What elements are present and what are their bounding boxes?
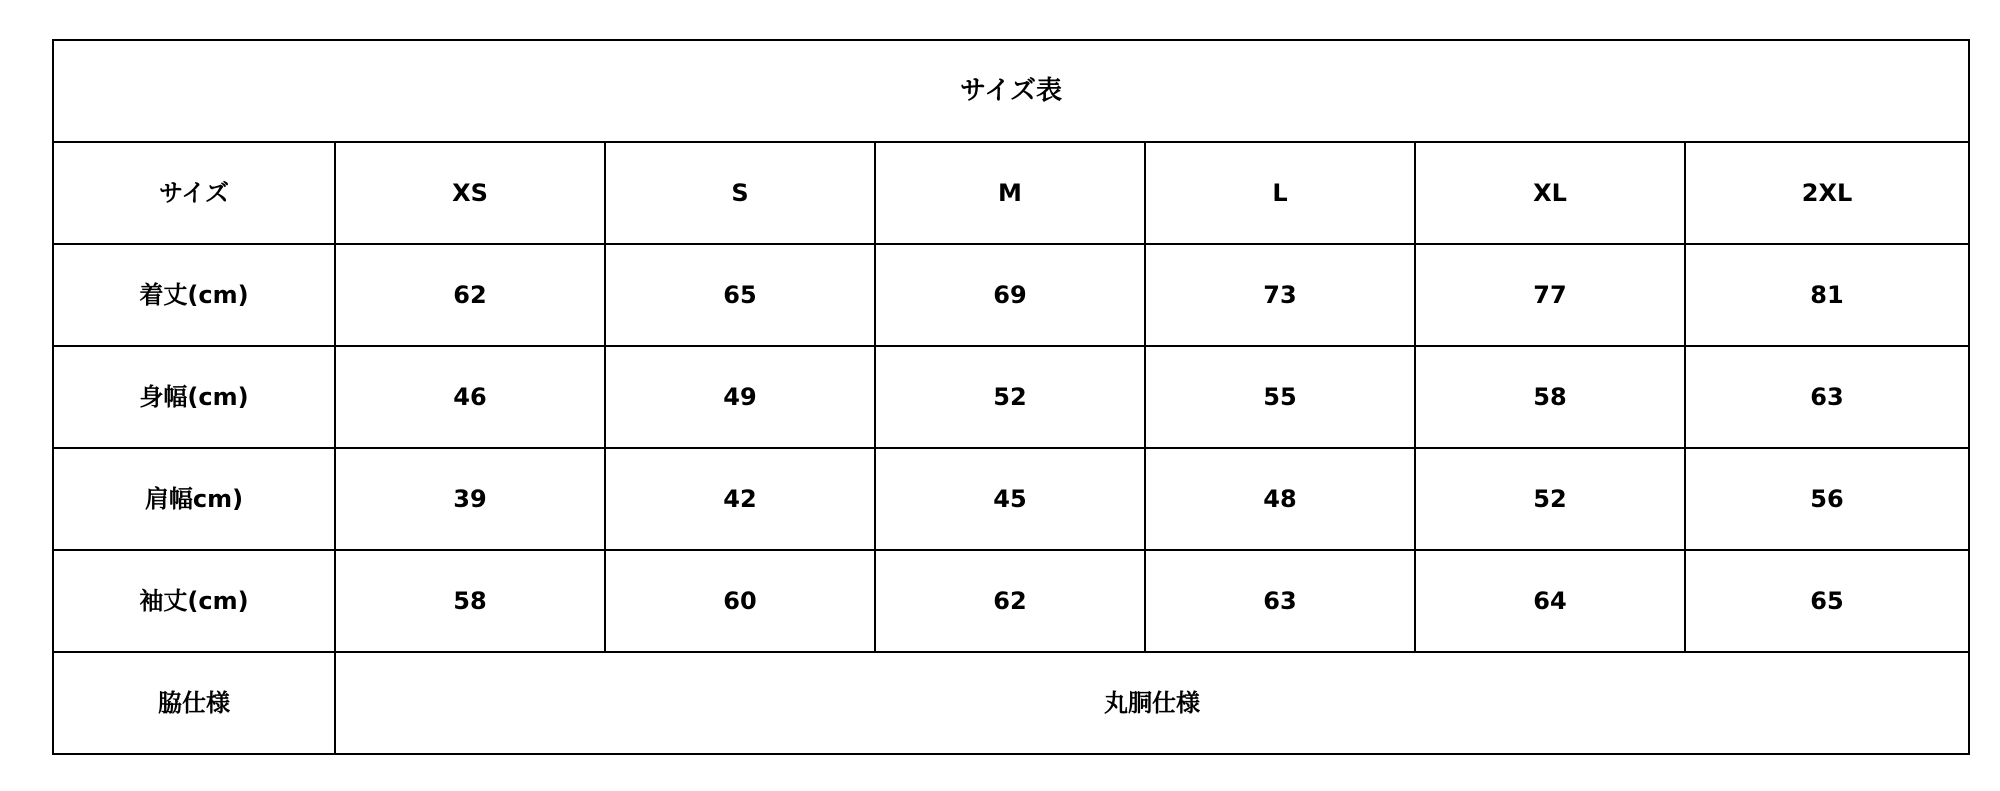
value-cell: 42 [605, 448, 875, 550]
footer-row [53, 652, 1969, 754]
value-cell: 45 [875, 448, 1145, 550]
value-cell: 56 [1685, 448, 1969, 550]
value-cell: 69 [875, 244, 1145, 346]
value-cell: 64 [1415, 550, 1685, 652]
size-header-cell: S [605, 142, 875, 244]
value-cell: 58 [335, 550, 605, 652]
value-cell: 62 [875, 550, 1145, 652]
value-cell: 65 [1685, 550, 1969, 652]
title-row [53, 40, 1969, 142]
table-row [53, 244, 1969, 346]
value-cell: 73 [1145, 244, 1415, 346]
row-label-cell: 肩幅cm) [53, 448, 335, 550]
value-cell: 63 [1685, 346, 1969, 448]
value-cell: 52 [875, 346, 1145, 448]
table-row [53, 346, 1969, 448]
value-cell: 49 [605, 346, 875, 448]
value-cell: 39 [335, 448, 605, 550]
table-row [53, 448, 1969, 550]
value-cell: 58 [1415, 346, 1685, 448]
value-cell: 65 [605, 244, 875, 346]
table-row [53, 550, 1969, 652]
value-cell: 52 [1415, 448, 1685, 550]
header-label-cell: サイズ [53, 142, 335, 244]
value-cell: 63 [1145, 550, 1415, 652]
row-label-cell: 袖丈(cm) [53, 550, 335, 652]
size-header-cell: 2XL [1685, 142, 1969, 244]
table-title: サイズ表 [53, 40, 1969, 142]
value-cell: 77 [1415, 244, 1685, 346]
footer-label-cell: 脇仕様 [53, 652, 335, 754]
size-header-cell: M [875, 142, 1145, 244]
size-header-cell: L [1145, 142, 1415, 244]
size-chart-table [52, 39, 1970, 755]
value-cell: 55 [1145, 346, 1415, 448]
footer-value-cell: 丸胴仕様 [335, 652, 1969, 754]
row-label-cell: 身幅(cm) [53, 346, 335, 448]
value-cell: 81 [1685, 244, 1969, 346]
value-cell: 62 [335, 244, 605, 346]
size-header-cell: XS [335, 142, 605, 244]
value-cell: 48 [1145, 448, 1415, 550]
row-label-cell: 着丈(cm) [53, 244, 335, 346]
value-cell: 46 [335, 346, 605, 448]
size-header-cell: XL [1415, 142, 1685, 244]
value-cell: 60 [605, 550, 875, 652]
header-row [53, 142, 1969, 244]
